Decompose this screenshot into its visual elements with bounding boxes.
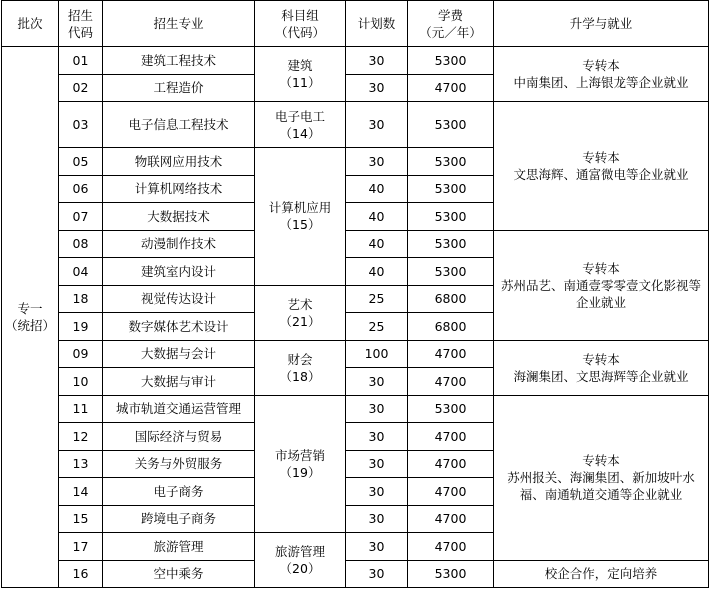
fee-cell: 4700 bbox=[408, 505, 494, 533]
table-row bbox=[2, 230, 709, 258]
fee-cell: 5300 bbox=[408, 47, 494, 75]
fee-cell: 4700 bbox=[408, 368, 494, 396]
group-cell: 旅游管理 （20） bbox=[255, 533, 346, 588]
plan-cell: 40 bbox=[346, 230, 408, 258]
fee-cell: 5300 bbox=[408, 102, 494, 148]
header-plan: 计划数 bbox=[346, 1, 408, 47]
group-cell: 市场营销 （19） bbox=[255, 395, 346, 533]
fee-cell: 5300 bbox=[408, 230, 494, 258]
plan-cell: 25 bbox=[346, 285, 408, 313]
career-cell: 专转本 苏州品艺、南通壹零零壹文化影视等企业就业 bbox=[494, 230, 709, 340]
major-cell: 计算机网络技术 bbox=[103, 175, 255, 203]
code-cell: 01 bbox=[59, 47, 103, 75]
code-cell: 13 bbox=[59, 450, 103, 478]
major-cell: 旅游管理 bbox=[103, 533, 255, 561]
code-cell: 12 bbox=[59, 423, 103, 451]
major-cell: 关务与外贸服务 bbox=[103, 450, 255, 478]
major-cell: 空中乘务 bbox=[103, 560, 255, 588]
code-cell: 09 bbox=[59, 340, 103, 368]
code-cell: 11 bbox=[59, 395, 103, 423]
plan-cell: 30 bbox=[346, 450, 408, 478]
code-cell: 05 bbox=[59, 148, 103, 176]
table-row bbox=[2, 102, 709, 148]
major-cell: 视觉传达设计 bbox=[103, 285, 255, 313]
major-cell: 国际经济与贸易 bbox=[103, 423, 255, 451]
code-cell: 03 bbox=[59, 102, 103, 148]
plan-cell: 100 bbox=[346, 340, 408, 368]
career-cell: 专转本 中南集团、上海银龙等企业就业 bbox=[494, 47, 709, 102]
major-cell: 建筑工程技术 bbox=[103, 47, 255, 75]
plan-cell: 30 bbox=[346, 47, 408, 75]
fee-cell: 4700 bbox=[408, 533, 494, 561]
plan-cell: 30 bbox=[346, 102, 408, 148]
code-cell: 07 bbox=[59, 203, 103, 231]
fee-cell: 4700 bbox=[408, 74, 494, 102]
admission-table bbox=[1, 0, 709, 588]
major-cell: 大数据技术 bbox=[103, 203, 255, 231]
code-cell: 10 bbox=[59, 368, 103, 396]
header-fee: 学费 （元／年） bbox=[408, 1, 494, 47]
major-cell: 物联网应用技术 bbox=[103, 148, 255, 176]
major-cell: 大数据与审计 bbox=[103, 368, 255, 396]
table-row bbox=[2, 560, 709, 588]
fee-cell: 4700 bbox=[408, 340, 494, 368]
fee-cell: 6800 bbox=[408, 313, 494, 341]
plan-cell: 30 bbox=[346, 560, 408, 588]
major-cell: 城市轨道交通运营管理 bbox=[103, 395, 255, 423]
batch-cell: 专一 （统招） bbox=[2, 47, 59, 588]
header-major: 招生专业 bbox=[103, 1, 255, 47]
major-cell: 大数据与会计 bbox=[103, 340, 255, 368]
major-cell: 建筑室内设计 bbox=[103, 258, 255, 286]
code-cell: 04 bbox=[59, 258, 103, 286]
plan-cell: 30 bbox=[346, 74, 408, 102]
plan-cell: 30 bbox=[346, 533, 408, 561]
group-cell: 艺术 （21） bbox=[255, 285, 346, 340]
code-cell: 18 bbox=[59, 285, 103, 313]
code-cell: 08 bbox=[59, 230, 103, 258]
code-cell: 06 bbox=[59, 175, 103, 203]
code-cell: 14 bbox=[59, 478, 103, 506]
major-cell: 电子信息工程技术 bbox=[103, 102, 255, 148]
major-cell: 电子商务 bbox=[103, 478, 255, 506]
header-career: 升学与就业 bbox=[494, 1, 709, 47]
header-row bbox=[2, 1, 709, 47]
career-cell: 专转本 文思海辉、通富微电等企业就业 bbox=[494, 102, 709, 231]
fee-cell: 4700 bbox=[408, 423, 494, 451]
fee-cell: 4700 bbox=[408, 450, 494, 478]
fee-cell: 6800 bbox=[408, 285, 494, 313]
plan-cell: 40 bbox=[346, 175, 408, 203]
code-cell: 02 bbox=[59, 74, 103, 102]
major-cell: 工程造价 bbox=[103, 74, 255, 102]
plan-cell: 40 bbox=[346, 203, 408, 231]
table-row bbox=[2, 340, 709, 368]
fee-cell: 5300 bbox=[408, 148, 494, 176]
group-cell: 电子电工 （14） bbox=[255, 102, 346, 148]
major-cell: 动漫制作技术 bbox=[103, 230, 255, 258]
table-row bbox=[2, 395, 709, 423]
group-cell: 建筑 （11） bbox=[255, 47, 346, 102]
plan-cell: 30 bbox=[346, 423, 408, 451]
career-cell: 专转本 苏州报关、海澜集团、新加坡叶水福、南通轨道交通等企业就业 bbox=[494, 395, 709, 560]
career-cell: 专转本 海澜集团、文思海辉等企业就业 bbox=[494, 340, 709, 395]
plan-cell: 40 bbox=[346, 258, 408, 286]
code-cell: 16 bbox=[59, 560, 103, 588]
header-code: 招生 代码 bbox=[59, 1, 103, 47]
plan-cell: 30 bbox=[346, 505, 408, 533]
code-cell: 17 bbox=[59, 533, 103, 561]
plan-cell: 30 bbox=[346, 478, 408, 506]
plan-cell: 30 bbox=[346, 395, 408, 423]
header-batch: 批次 bbox=[2, 1, 59, 47]
header-group: 科目组 （代码） bbox=[255, 1, 346, 47]
code-cell: 19 bbox=[59, 313, 103, 341]
plan-cell: 30 bbox=[346, 148, 408, 176]
fee-cell: 4700 bbox=[408, 478, 494, 506]
fee-cell: 5300 bbox=[408, 175, 494, 203]
group-cell: 计算机应用 （15） bbox=[255, 148, 346, 286]
table-row bbox=[2, 47, 709, 75]
major-cell: 数字媒体艺术设计 bbox=[103, 313, 255, 341]
fee-cell: 5300 bbox=[408, 395, 494, 423]
group-cell: 财会 （18） bbox=[255, 340, 346, 395]
fee-cell: 5300 bbox=[408, 560, 494, 588]
fee-cell: 5300 bbox=[408, 203, 494, 231]
career-cell: 校企合作，定向培养 bbox=[494, 560, 709, 588]
plan-cell: 25 bbox=[346, 313, 408, 341]
code-cell: 15 bbox=[59, 505, 103, 533]
plan-cell: 30 bbox=[346, 368, 408, 396]
major-cell: 跨境电子商务 bbox=[103, 505, 255, 533]
fee-cell: 5300 bbox=[408, 258, 494, 286]
